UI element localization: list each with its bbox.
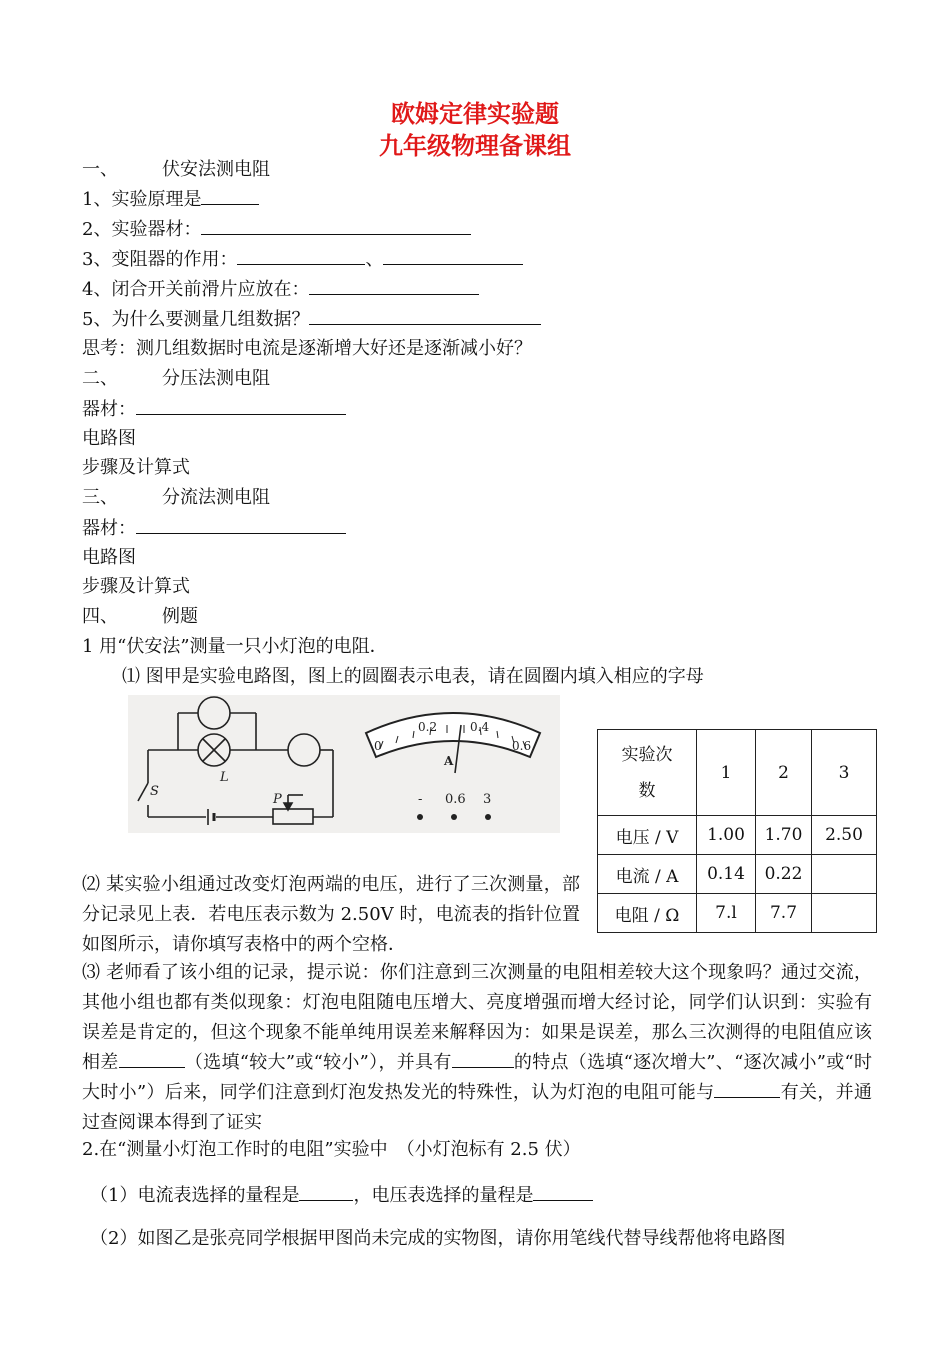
table-cell: 7.7 <box>756 894 812 933</box>
table-header-cell: 2 <box>756 730 812 816</box>
answer-blank[interactable] <box>201 188 259 205</box>
slider-label: P <box>273 792 282 807</box>
ammeter-dial <box>366 713 540 820</box>
answer-blank[interactable] <box>299 1184 353 1201</box>
switch-label: S <box>150 784 159 799</box>
question-1-2: 2、实验器材： <box>82 218 471 241</box>
circuit-and-ammeter-figure <box>128 695 560 833</box>
scale-label: 0.4 <box>470 720 490 734</box>
example-1: 1 用“伏安法”测量一只小灯泡的电阻． <box>82 636 388 657</box>
table-cell: 2.50 <box>812 816 877 855</box>
section-1-heading: 一、 伏安法测电阻 <box>82 159 270 180</box>
example-1-part-2: ⑵ 某实验小组通过改变灯泡两端的电压，进行了三次测量，部分记录见上表．若电压表示数为 2.50V 时，电流表的指针位置如图所示，请你填写表格中的两个空格． <box>82 874 580 955</box>
example-1-part-1: ⑴ 图甲是实验电路图，图上的圆圈表示电表，请在圆圈内填入相应的字母 <box>122 666 704 687</box>
example-2: 2.在“测量小灯泡工作时的电阻”实验中 （小灯泡标有 2.5 伏） <box>82 1139 581 1160</box>
question-1-1: 1、实验原理是 <box>82 188 259 211</box>
table-cell: 电压 / V <box>598 816 697 855</box>
answer-blank[interactable] <box>136 517 346 534</box>
table-cell-blank[interactable] <box>812 894 877 933</box>
table-cell: 1.70 <box>756 816 812 855</box>
circuit-diagram <box>128 695 560 833</box>
table-cell: 0.22 <box>756 855 812 894</box>
lamp-label: L <box>220 770 229 785</box>
answer-blank[interactable] <box>714 1081 780 1098</box>
answer-blank[interactable] <box>533 1184 593 1201</box>
example-2-part-1: （1）电流表选择的量程是 ，电压表选择的量程是 <box>90 1184 593 1207</box>
section-2-circuit: 电路图 <box>82 428 136 449</box>
example-2-part-2: （2）如图乙是张亮同学根据甲图尚未完成的实物图，请你用笔线代替导线帮他将电路图 <box>90 1228 786 1249</box>
table-row <box>598 730 877 816</box>
meter-unit: A <box>444 754 454 768</box>
example-1-part-3: ⑶ 老师看了该小组的记录，提示说：你们注意到三次测量的电阻相差较大这个现象吗？通过交流，其他小组也都有类似现象：灯泡电阻随电压增大、亮度增强而增大经讨论，同学们认识到：实验有误差是肯定的，但这个现象不能单纯用误差来解释因为：如果是误差，那么三次测得的电阻值应该相差 （选填“较大”或“较小”），并具有 的特点（选填“逐次增大”、“逐次减小”或“时大时小”）后来，同学们注意到灯泡发热发光的特殊性，认为灯泡的电阻可能与 有关，并通过查阅课本得到了证实 <box>82 962 873 1133</box>
terminal-label: - <box>418 792 423 807</box>
table-cell: 7.l <box>697 894 756 933</box>
section-2-equipment: 器材： <box>82 398 346 421</box>
think-question: 思考：测几组数据时电流是逐渐增大好还是逐渐减小好？ <box>82 338 532 359</box>
document-title: 欧姆定律实验题 <box>391 100 559 128</box>
answer-blank[interactable] <box>237 248 365 265</box>
section-3-heading: 三、 分流法测电阻 <box>82 487 270 508</box>
table-cell: 电阻 / Ω <box>598 894 697 933</box>
table-cell: 0.14 <box>697 855 756 894</box>
document-subtitle: 九年级物理备课组 <box>379 132 571 160</box>
answer-blank[interactable] <box>383 248 523 265</box>
question-1-3: 3、变阻器的作用： 、 <box>82 248 523 271</box>
section-4-heading: 四、 例题 <box>82 606 198 627</box>
question-1-4: 4、闭合开关前滑片应放在： <box>82 278 479 301</box>
scale-label: 0 <box>374 739 382 753</box>
answer-blank[interactable] <box>136 398 346 415</box>
answer-blank[interactable] <box>119 1051 185 1068</box>
answer-blank[interactable] <box>309 308 541 325</box>
answer-blank[interactable] <box>452 1051 514 1068</box>
scale-label: 0.2 <box>418 720 438 734</box>
terminal-label: 0.6 <box>445 792 466 807</box>
table-row <box>598 816 877 855</box>
section-3-equipment: 器材： <box>82 517 346 540</box>
table-cell: 电流 / A <box>598 855 697 894</box>
table-header-cell: 1 <box>697 730 756 816</box>
answer-blank[interactable] <box>201 218 471 235</box>
measurement-table <box>597 729 877 933</box>
question-1-5: 5、为什么要测量几组数据？ <box>82 308 541 331</box>
section-3-steps: 步骤及计算式 <box>82 576 190 597</box>
answer-blank[interactable] <box>309 278 479 295</box>
table-row <box>598 894 877 933</box>
table-header-cell: 实验次数 <box>598 730 697 816</box>
section-2-heading: 二、 分压法测电阻 <box>82 368 270 389</box>
scale-label: 0.6 <box>512 739 532 753</box>
table-header-cell: 3 <box>812 730 877 816</box>
section-3-circuit: 电路图 <box>82 547 136 568</box>
terminal-label: 3 <box>483 792 492 807</box>
table-row <box>598 855 877 894</box>
table-cell-blank[interactable] <box>812 855 877 894</box>
table-cell: 1.00 <box>697 816 756 855</box>
section-2-steps: 步骤及计算式 <box>82 457 190 478</box>
